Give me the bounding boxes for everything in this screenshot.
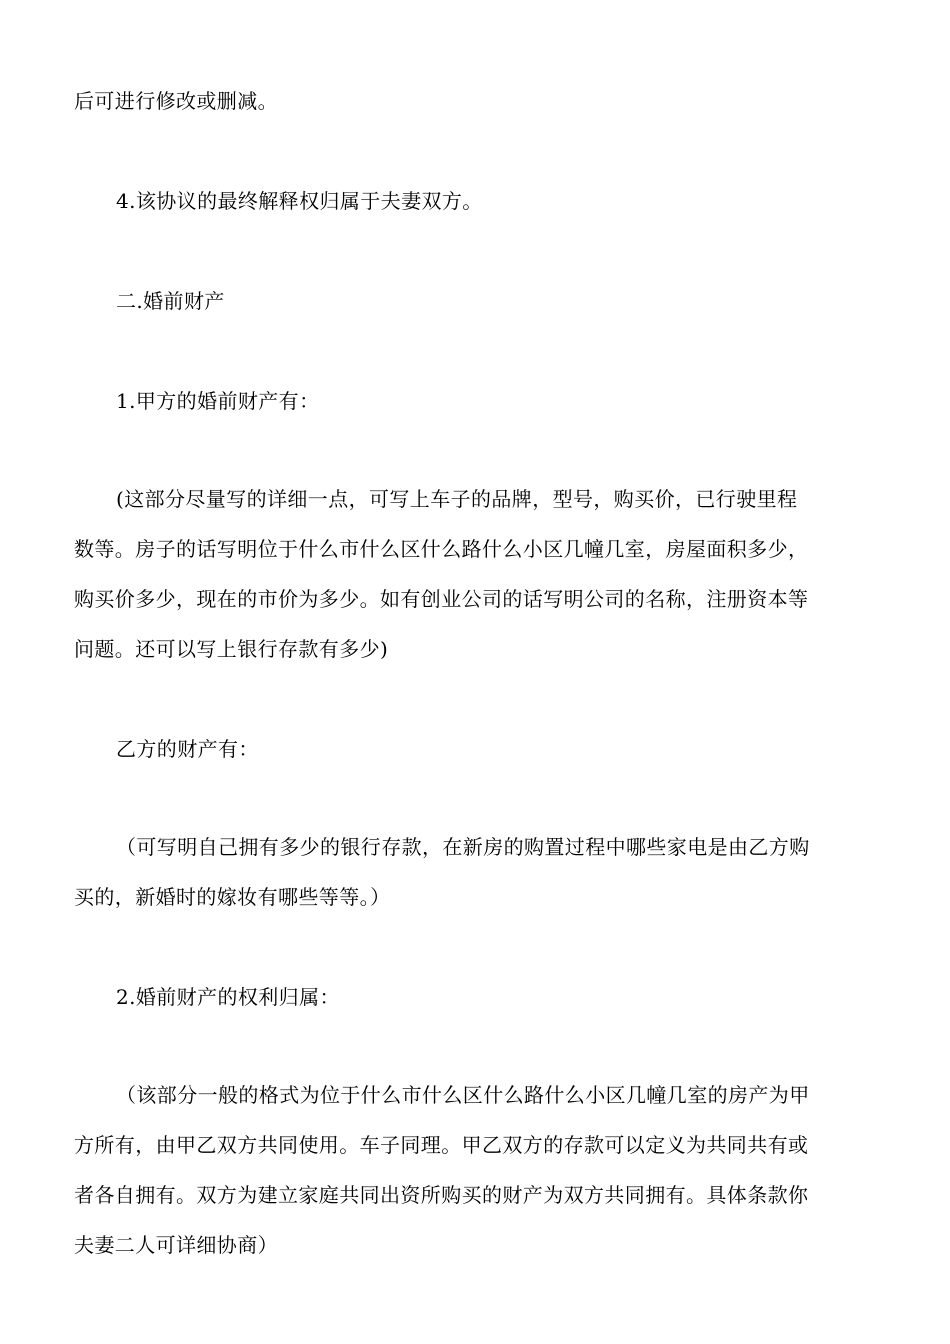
paragraph-party-a-line-4: 问题。还可以写上银行存款有多少) <box>74 637 389 661</box>
paragraph-rights-line-4: 夫妻二人可详细协商） <box>74 1233 278 1257</box>
clause-2-rights-attribution: 2.婚前财产的权利归属： <box>116 985 340 1009</box>
paragraph-party-b-line-2: 买的，新婚时的嫁妆有哪些等等。） <box>74 885 391 909</box>
clause-4: 4.该协议的最终解释权归属于夫妻双方。 <box>116 189 483 213</box>
section-heading-premarital-property: 二.婚前财产 <box>116 289 225 313</box>
paragraph-party-a-line-2: 数等。房子的话写明位于什么市什么区什么路什么小区几幢几室，房屋面积多少， <box>74 537 809 561</box>
paragraph-party-b-line-1: （可写明自己拥有多少的银行存款，在新房的购置过程中哪些家电是由乙方购 <box>116 835 810 859</box>
clause-1-party-a-property: 1.甲方的婚前财产有： <box>116 389 320 413</box>
paragraph-party-a-line-1: (这部分尽量写的详细一点，可写上车子的品牌，型号，购买价，已行驶里程 <box>116 487 798 511</box>
paragraph-party-a-line-3: 购买价多少，现在的市价为多少。如有创业公司的话写明公司的名称，注册资本等 <box>74 587 809 611</box>
paragraph-rights-line-1: （该部分一般的格式为位于什么市什么区什么路什么小区几幢几室的房产为甲 <box>116 1083 810 1107</box>
text-line-continuation: 后可进行修改或删减。 <box>74 89 278 113</box>
paragraph-rights-line-2: 方所有，由甲乙双方共同使用。车子同理。甲乙双方的存款可以定义为共同共有或 <box>74 1133 809 1157</box>
paragraph-rights-line-3: 者各自拥有。双方为建立家庭共同出资所购买的财产为双方共同拥有。具体条款你 <box>74 1183 809 1207</box>
clause-party-b-property: 乙方的财产有： <box>116 737 259 761</box>
